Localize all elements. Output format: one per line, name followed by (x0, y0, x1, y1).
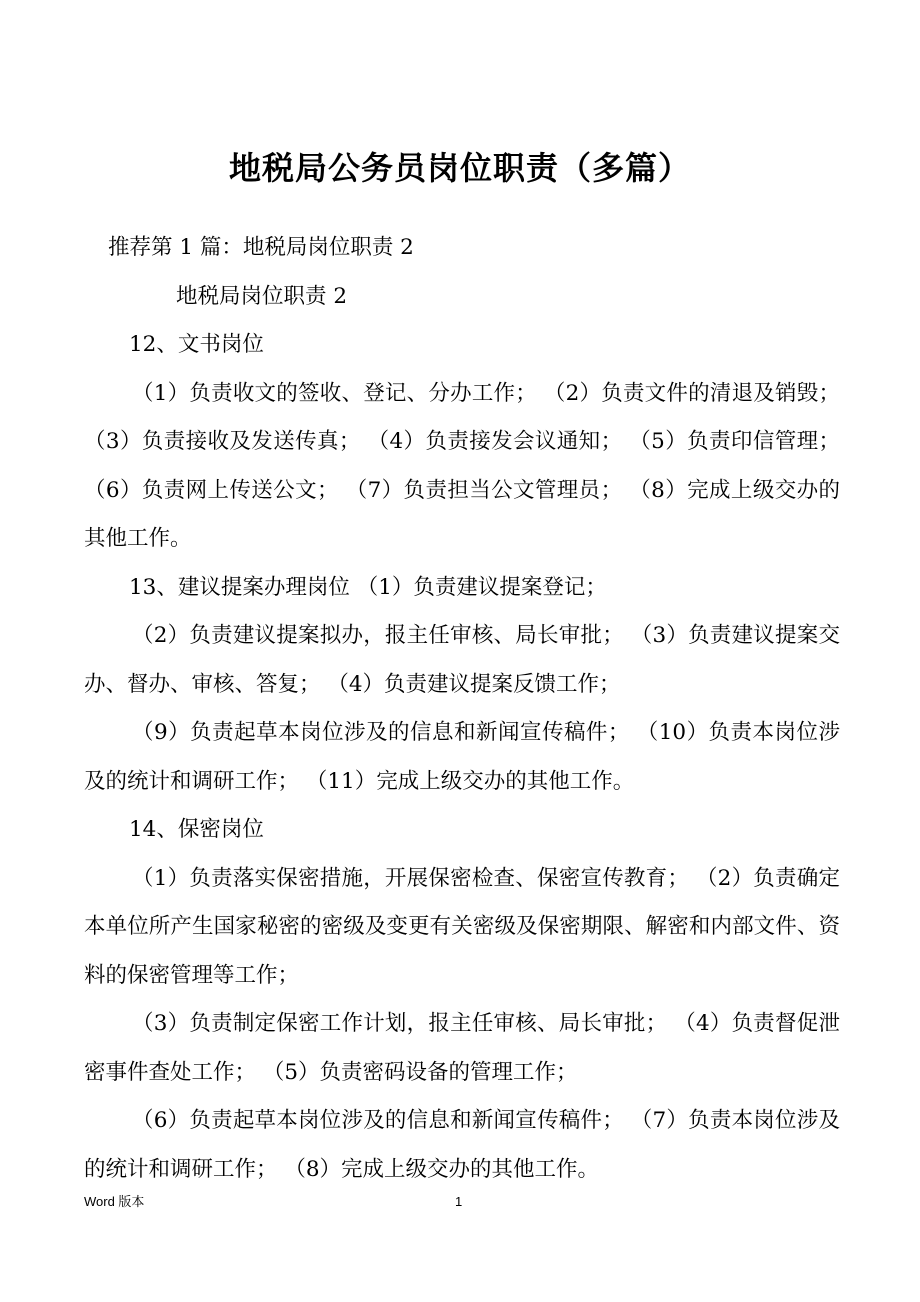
document-title: 地税局公务员岗位职责（多篇） (228, 149, 691, 187)
recommendation-line: 推荐第 1 篇：地税局岗位职责 2 (108, 235, 414, 260)
footer-version-label: Word 版本 (84, 1194, 145, 1209)
section-heading-14: 14、保密岗位 (129, 817, 264, 842)
section-heading-12: 12、文书岗位 (129, 332, 264, 357)
paragraph-13-duties: （2）负责建议提案拟办，报主任审核、局长审批； （3）负责建议提案交办、督办、审核、答复； （4）负责建议提案反馈工作； (84, 623, 840, 697)
document-body (84, 224, 840, 1194)
section-heading-13: 13、建议提案办理岗位 （1）负责建议提案登记； (129, 574, 607, 600)
paragraph-14-duties-c: （6）负责起草本岗位涉及的信息和新闻宣传稿件； （7）负责本岗位涉及的统计和调研工作； （8）完成上级交办的其他工作。 (84, 1108, 840, 1182)
footer-page-number: 1 (455, 1194, 463, 1209)
paragraph-12-duties: （1）负责收文的签收、登记、分办工作； （2）负责文件的清退及销毁； （3）负责接收及发送传真； （4）负责接发会议通知； （5）负责印信管理； （6）负责网上传送公文； （7）负责担当公文管理员； （8）完成上级交办的其他工作。 (84, 380, 840, 551)
paragraph-14-duties-b: （3）负责制定保密工作计划，报主任审核、局长审批； （4）负责督促泄密事件查处工作； （5）负责密码设备的管理工作； (84, 1011, 840, 1085)
paragraph-13-extra-duties: （9）负责起草本岗位涉及的信息和新闻宣传稿件； （10）负责本岗位涉及的统计和调研工作； （11）完成上级交办的其他工作。 (84, 720, 840, 794)
section-subtitle: 地税局岗位职责 2 (176, 283, 348, 309)
paragraph-14-duties-a: （1）负责落实保密措施，开展保密检查、保密宣传教育； （2）负责确定本单位所产生国家秘密的密级及变更有关密级及保密期限、解密和内部文件、资料的保密管理等工作； (84, 865, 840, 988)
